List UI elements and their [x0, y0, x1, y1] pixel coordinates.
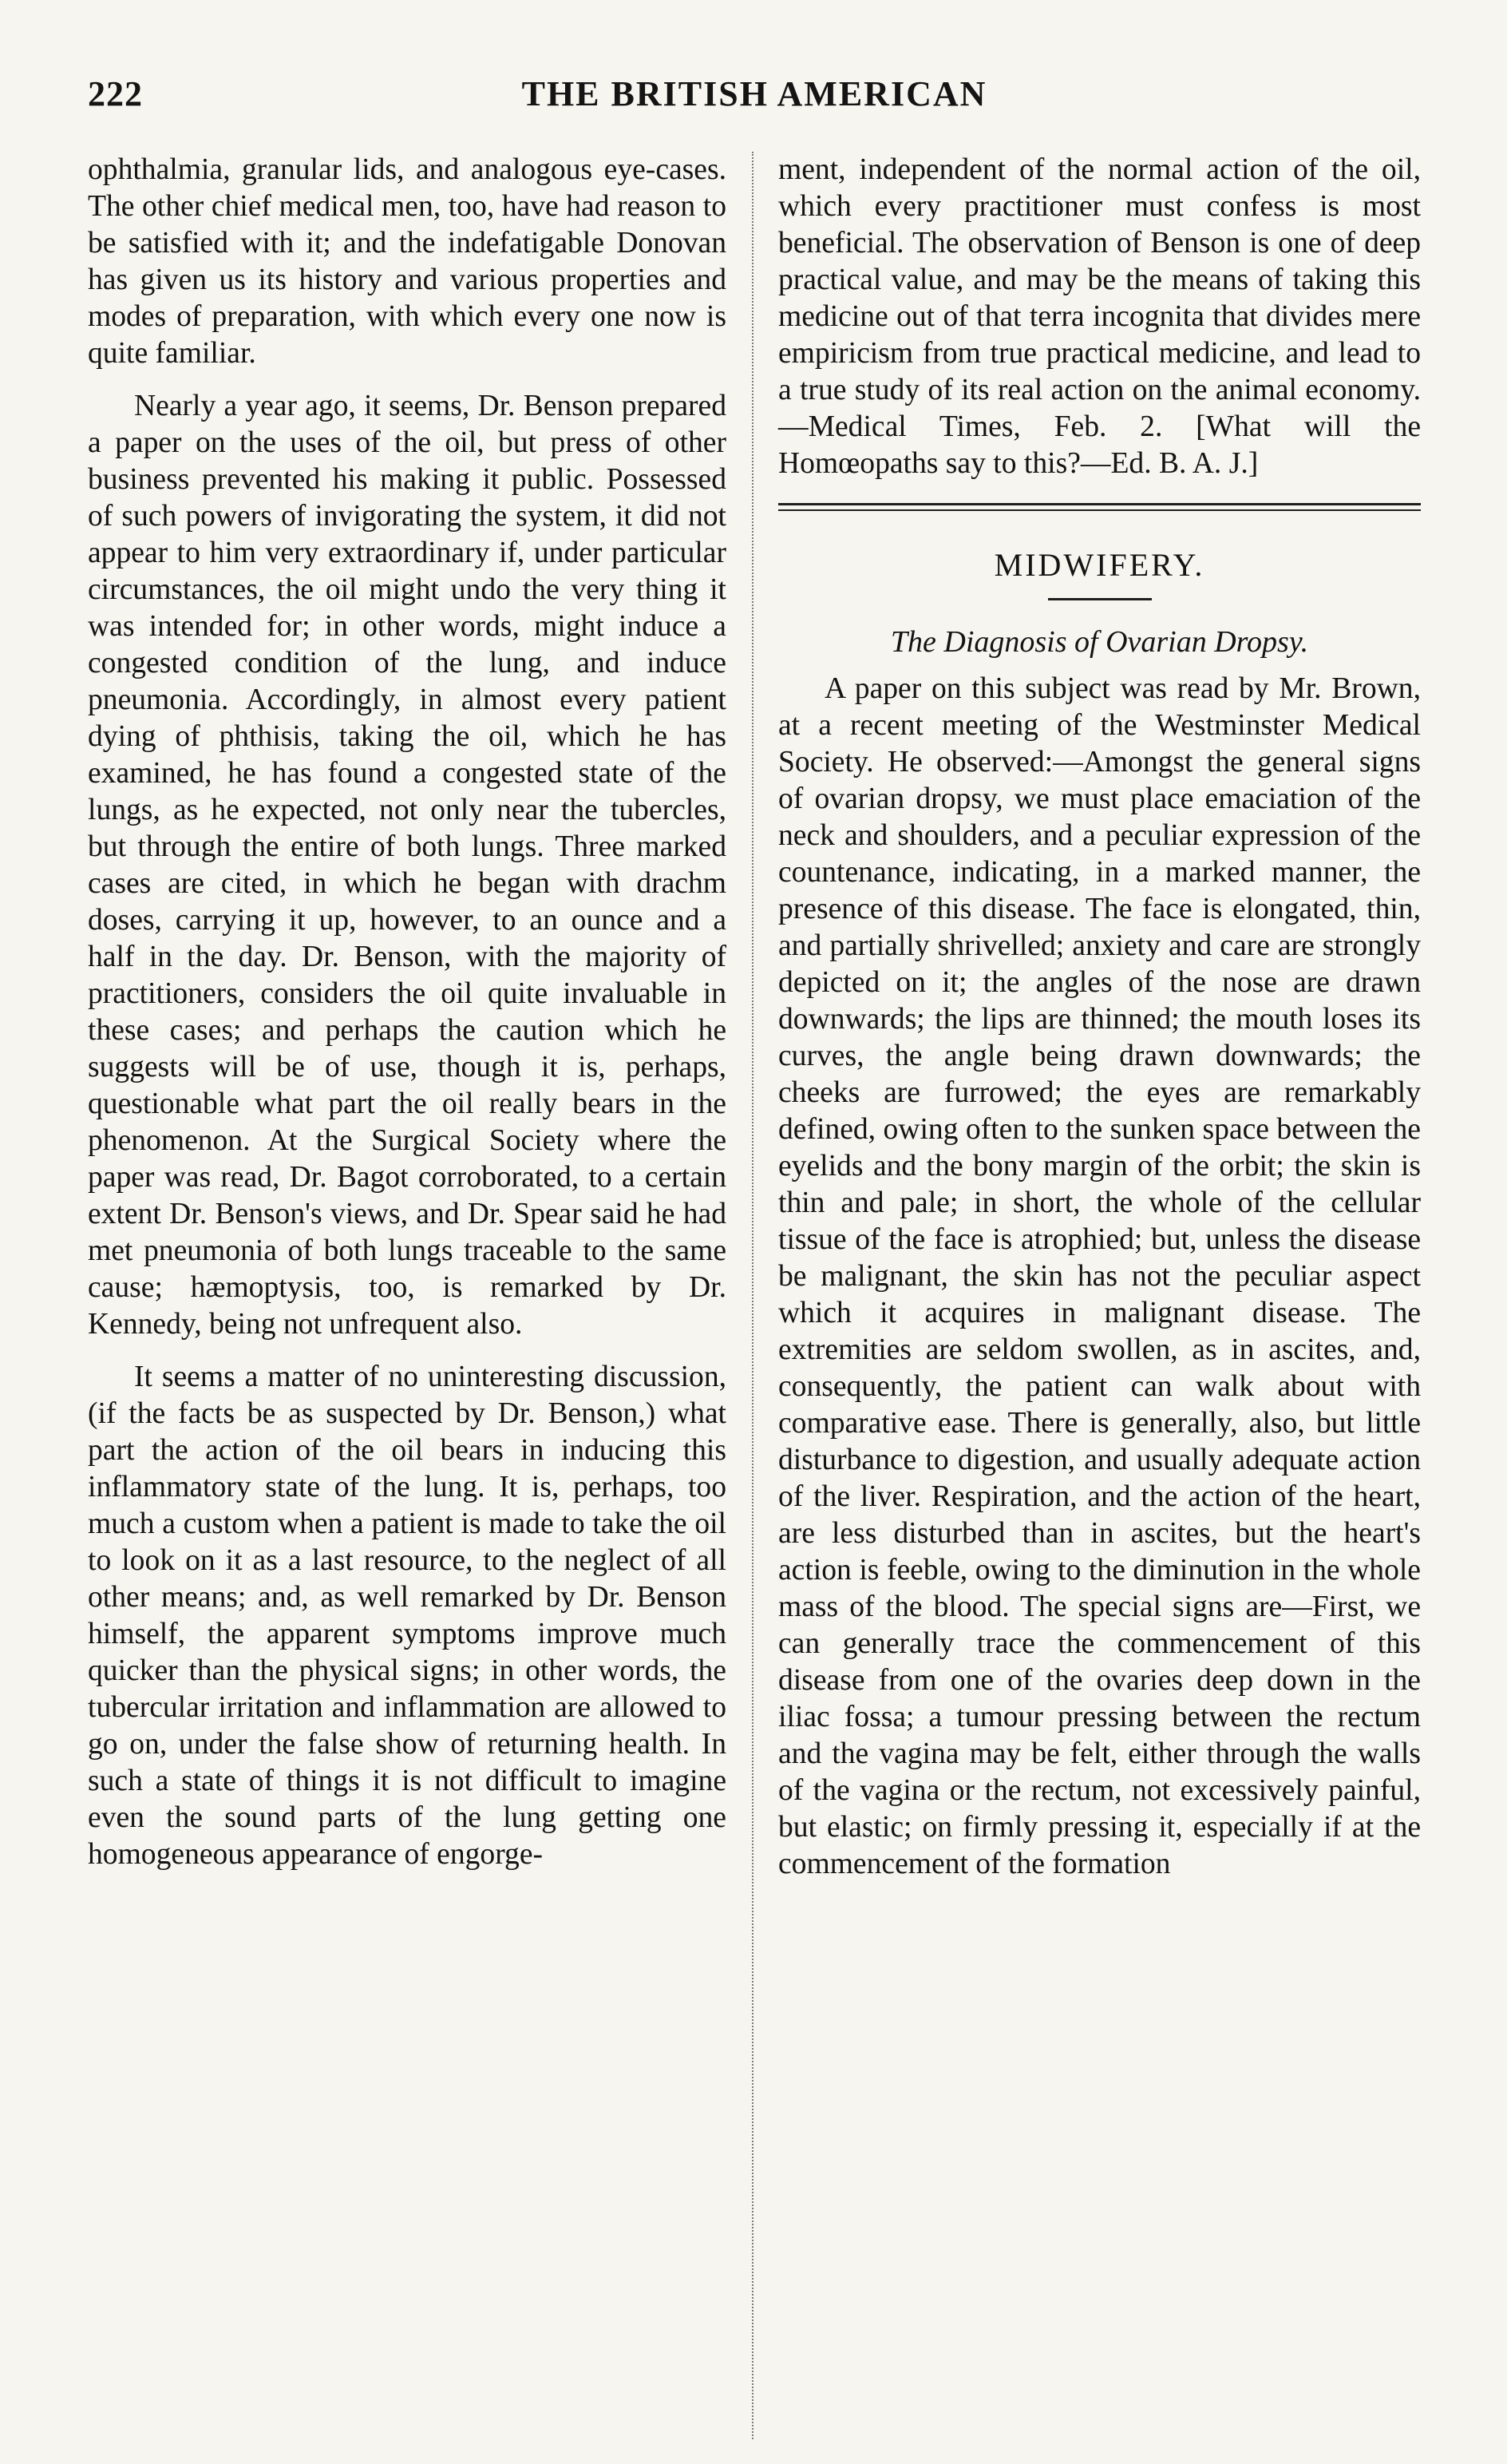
right-column [778, 152, 1421, 1899]
left-paragraph-3: It seems a matter of no uninteresting discussion, (if the facts be as suspected by Dr. Benson,) what part the action of the oil bears in inducing this inflammatory state of the lung. It is, perhaps, too much a custom when a patient is made to take the oil to look on it as a last resource, to the neglect of all other means; and, as well remarked by Dr. Benson himself, the apparent symptoms improve much quicker than the physical signs; in other words, the tubercular irritation and inflammation are allowed to go on, under the false show of returning health. In such a state of things it is not difficult to imagine even the sound parts of the lung getting one homogeneous appearance of engorge- [88, 1361, 726, 1871]
section-rule-bottom [778, 509, 1421, 511]
left-paragraph-2: Nearly a year ago, it seems, Dr. Benson prepared a paper on the uses of the oil, but press of other business prevented his making it public. Possessed of such powers of invigorating the system, it did not appear to him very extraordinary if, under particular circumstances, the oil might undo the very thing it was intended for; in other words, might induce a congested condition of the lung, and induce pneumonia. Accordingly, in almost every patient dying of phthisis, taking the oil, which he has examined, he has found a congested state of the lungs, as he expected, not only near the tubercles, but through the entire of both lungs. Three marked cases are cited, in which he began with drachm doses, carrying it up, however, to an ounce and a half in the day. Dr. Benson, with the majority of practitioners, considers the oil quite invaluable in these cases; and perhaps the caution which he suggests will be of use, though it is, perhaps, questionable what part the oil really bears in the phenomenon. At the Surgical Society where the paper was read, Dr. Bagot corroborated, to a certain extent Dr. Benson's views, and Dr. Spear said he had met pneumonia of both lungs traceable to the same cause; hæmoptysis, too, is remarked by Dr. Kennedy, being not unfrequent also. [88, 390, 726, 1341]
heading-rule [1048, 598, 1152, 600]
right-paragraph-2: A paper on this subject was read by Mr. Brown, at a recent meeting of the Westminster Medical Society. He observed:—Amongst the general signs of ovarian dropsy, we must place emaciation of the neck and shoulders, and a peculiar expression of the countenance, indicating, in a marked manner, the presence of this disease. The face is elongated, thin, and partially shrivelled; anxiety and care are strongly depicted on it; the angles of the nose are drawn downwards; the lips are thinned; the mouth loses its curves, the angle being drawn downwards; the cheeks are furrowed; the eyes are remarkably defined, owing often to the sunken space between the eyelids and the bony margin of the orbit; the skin is thin and pale; in short, the whole of the cellular tissue of the face is atrophied; but, unless the disease be malignant, the skin has not the peculiar aspect which it acquires in malignant disease. The extremities are seldom swollen, as in ascites, and, consequently, the patient can walk about with comparative ease. There is generally, also, but little disturbance to digestion, and usually adequate action of the liver. Respiration, and the action of the heart, are less disturbed than in ascites, but the heart's action is feeble, owing to the diminution in the whole mass of the blood. The special signs are—First, we can generally trace the commencement of this disease from one of the ovaries deep down in the iliac fossa; a tumour pressing between the rectum and the vagina may be felt, either through the walls of the vagina or the rectum, not excessively painful, but elastic; on firmly pressing it, especially if at the commencement of the formation [778, 672, 1421, 1880]
right-paragraph-1: ment, independent of the normal action of the oil, which every practitioner must confess is most beneficial. The observation of Benson is one of deep practical value, and may be the means of taking this medicine out of that terra incognita that divides mere empiricism from true practical medicine, and lead to a true study of its real action on the animal economy.—Medical Times, Feb. 2. [What will the Homœopaths say to this?—Ed. B. A. J.] [778, 153, 1421, 480]
page-number: 222 [88, 74, 143, 113]
left-paragraph-1: ophthalmia, granular lids, and analogous eye-cases. The other chief medical men, too, have had reason to be satisfied with it; and the indefatigable Donovan has given us its history and various properties and modes of preparation, with which every one now is quite familiar. [88, 153, 726, 370]
section-rule-top [778, 503, 1421, 505]
left-column [88, 152, 726, 1889]
running-title: THE BRITISH AMERICAN [521, 74, 987, 113]
section-heading-midwifery: MIDWIFERY. [994, 547, 1205, 583]
page-header [88, 73, 1421, 129]
section-separator [778, 503, 1421, 511]
article-title: The Diagnosis of Ovarian Dropsy. [890, 625, 1309, 659]
column-divider [752, 152, 754, 2439]
